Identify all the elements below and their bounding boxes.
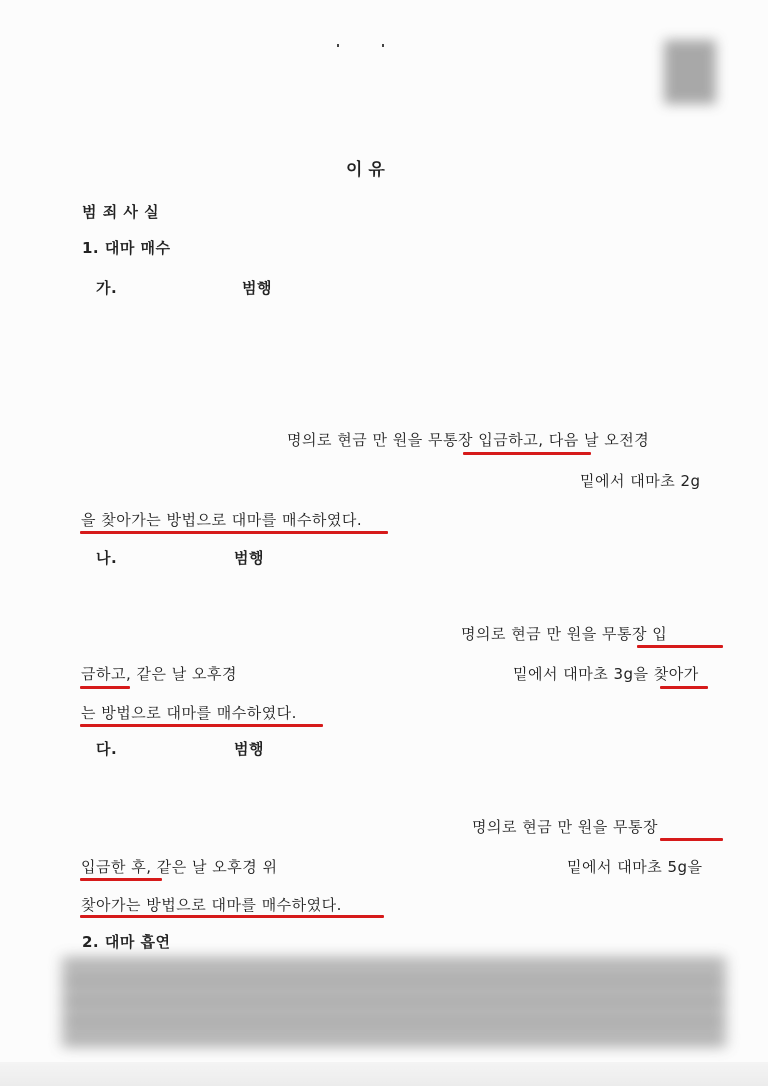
- da-line-2a: 입금한 후, 같은 날 오후경 위: [81, 858, 278, 876]
- red-underline: [660, 838, 723, 841]
- scan-mark: [382, 44, 384, 47]
- subitem-crime-na: 범행: [234, 549, 264, 567]
- subitem-label-da: 다.: [96, 740, 118, 758]
- red-underline: [660, 686, 708, 689]
- subitem-crime-da: 범행: [234, 740, 264, 758]
- na-line-2a: 금하고, 같은 날 오후경: [81, 665, 237, 683]
- subitem-crime-ga: 범행: [242, 279, 272, 297]
- section-title-crime-facts: 범 죄 사 실: [82, 203, 160, 221]
- subitem-label-ga: 가.: [96, 279, 118, 297]
- da-line-3: 찾아가는 방법으로 대마를 매수하였다.: [81, 896, 342, 914]
- da-line-1: 명의로 현금 만 원을 무통장: [472, 818, 658, 836]
- red-underline: [80, 915, 384, 918]
- item-heading-smoking: 2. 대마 흡연: [82, 933, 171, 951]
- red-underline: [80, 724, 323, 727]
- page-bottom-edge: [0, 1062, 768, 1086]
- na-line-1: 명의로 현금 만 원을 무통장 입: [461, 625, 668, 643]
- na-line-2b: 밑에서 대마초 3g을 찾아가: [513, 665, 699, 683]
- item-heading-purchase: 1. 대마 매수: [82, 239, 171, 257]
- na-line-3: 는 방법으로 대마를 매수하였다.: [81, 704, 297, 722]
- red-underline: [80, 686, 130, 689]
- subitem-label-na: 나.: [96, 549, 118, 567]
- da-line-2b: 밑에서 대마초 5g을: [567, 858, 703, 876]
- ga-line-1: 명의로 현금 만 원을 무통장 입금하고, 다음 날 오전경: [287, 431, 650, 449]
- red-underline: [80, 531, 388, 534]
- scan-mark: [337, 44, 339, 47]
- red-underline: [463, 452, 591, 455]
- redacted-paragraph: [62, 958, 726, 1046]
- red-underline: [80, 878, 162, 881]
- ga-line-3: 을 찾아가는 방법으로 대마를 매수하였다.: [81, 511, 363, 529]
- ga-line-2: 밑에서 대마초 2g: [580, 472, 701, 490]
- redacted-stamp: [664, 40, 716, 104]
- doc-heading: 이 유: [346, 160, 385, 180]
- red-underline: [637, 645, 723, 648]
